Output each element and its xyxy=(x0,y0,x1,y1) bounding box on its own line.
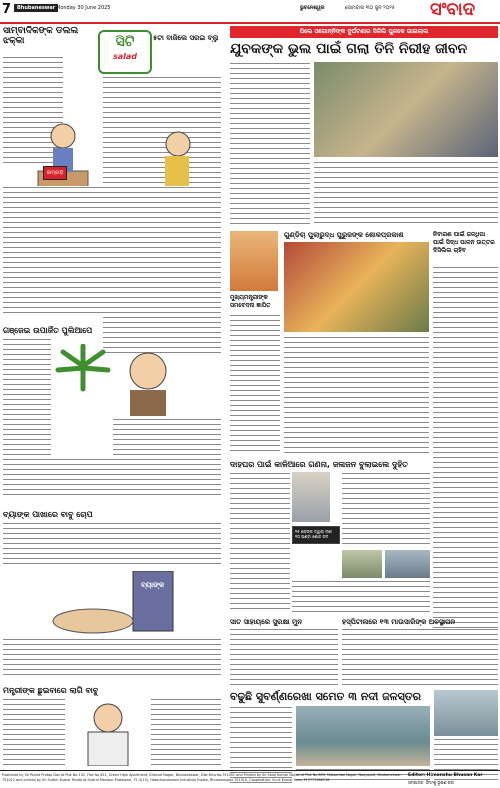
text-block xyxy=(113,418,221,458)
text-block xyxy=(284,336,429,456)
stat-box xyxy=(292,526,340,544)
minister-cartoon-icon xyxy=(68,698,148,766)
street-photo xyxy=(342,550,382,578)
text-block xyxy=(3,338,51,458)
text-block xyxy=(342,472,430,548)
school-title: ସାତ ସାହାୟରେ ସୁରକ୍ଷା ମୁନ xyxy=(230,618,303,626)
text-block xyxy=(3,698,65,766)
cm-label: ମୁଖ୍ୟମନ୍ତ୍ରୀଙ୍କ ସମବେଦନା ଜ୍ଞାପିତ xyxy=(230,294,271,309)
gundicha-title: ଗୁଣ୍ଡିଚା ପୁଲାରୁଦ୍ଧ ପୁରୁଜଙ୍କ ଶୋକପ୍ରକାଶ xyxy=(284,231,404,239)
text-block xyxy=(3,186,221,316)
text-block xyxy=(342,628,498,686)
footer xyxy=(0,770,500,788)
street-photo-2 xyxy=(385,550,430,578)
leaf-illustration xyxy=(53,344,113,394)
text-block xyxy=(230,628,338,686)
signboard: ଜାମ୍ବାଡ଼ି xyxy=(43,166,67,180)
siti-salad-logo xyxy=(98,30,152,74)
bank-title: ବ୍ୟାଙ୍କ ପାଖାରେ ବାବୁ ଚୋପ xyxy=(3,510,93,519)
river-headline: ବଢୁଛି ସୁବର୍ଣ୍ଣରେଖା ସମେତ ୩ ନଦୀ ଜଳସ୍ତର xyxy=(230,690,421,703)
banner-strip xyxy=(230,26,498,38)
officer-cartoon xyxy=(118,346,178,416)
hospital-title: ହସ୍ପିଟାଲରେ ୧୩ ମାଉସାରିଙ୍କ ଅବସ୍ଥାପନ xyxy=(342,618,456,626)
text-block xyxy=(3,458,221,498)
river-photo-2 xyxy=(434,690,498,736)
header-section-odia: ଭୁବନେଶ୍ୱର xyxy=(300,5,325,11)
masthead-logo: ସଂବାଦ xyxy=(430,0,476,20)
footer-imprint: Published by Sri Rudra Pratap Das at Plot No 132, Flat No 821, Green High Apartment, Kharvel Nagar, Bhubaneswar, Dist-Khurda-751001 and Printed by Sri Saroj Kumar Nayak of Plot No 895, Nilasamba Nagar, Naayapali, Bhubaneswar-751012 and printed by Sri Sudhir Kumar Panda at Hybrid Manipur-Pratatone, 75-3(13), Hatachandamani Industrial Estate, Bhubaneswar-751010, Cooperation: Sunil Kumar Hota, M 9777466716 xyxy=(2,773,402,782)
section-label: Bhubaneswar xyxy=(14,4,58,12)
left-column xyxy=(3,26,223,766)
text-block xyxy=(3,638,221,678)
text-block xyxy=(151,698,221,766)
accident-photo xyxy=(314,62,498,157)
column-head: ୫ଟା ବାଜିଲେ ସରଇ ବ୍ଲୁ xyxy=(153,34,219,42)
siti-title: ସିଟି xyxy=(115,34,135,50)
flood-photo xyxy=(296,706,430,766)
bank-cartoon xyxy=(43,571,193,636)
cannabis-leaf-icon xyxy=(53,344,113,394)
siti-sub: salad xyxy=(112,52,138,61)
text-block xyxy=(314,161,498,227)
header-bar xyxy=(0,0,500,24)
main-headline: ଯୁବକଙ୍କ ଭୁଲ ପାଇଁ ଗଲା ତିନି ନିରୀହ ଜୀବନ xyxy=(230,41,468,57)
officer-face-icon xyxy=(118,346,178,416)
side-title: ନିବାରଣ ପାଇଁ ଜଳଧିପା ପାଇଁ ସିଦ୍ଧ ପାଳନ ଉତ୍ତର ଦିସିଲିଲ ଚାହିବ xyxy=(433,231,495,254)
cm-photo xyxy=(230,231,278,291)
text-block xyxy=(292,580,430,612)
box-title: ସାମ୍ବାଦିକଙ୍କ ଡଲଲ ଝକ୍କା xyxy=(3,26,79,46)
minister-title: ମନ୍ତ୍ରୀଙ୍କ ଛୁଇବାରେ ଲାଗି ବାବୁ xyxy=(3,686,99,695)
stat-box-text: ୧୫ ଶବଙ୍କ ଦ୍ୱାରା ଲାଶ ୧୦ ଘଣ୍ଟା ଶୋକ ଜଳ xyxy=(295,529,332,539)
ganja-title: ଗଞ୍ଜେଇ ଉପାର୍ଜିତ ପୁଲିଆପେ xyxy=(3,326,93,335)
text-block xyxy=(230,62,310,227)
text-block xyxy=(3,522,221,566)
text-block xyxy=(230,472,290,612)
footer-editor: Editor: Himanshu Bhusan Kar xyxy=(408,773,483,778)
text-block xyxy=(230,314,280,454)
main-story xyxy=(230,26,498,766)
crowd-photo xyxy=(284,242,429,332)
journalist-cartoon-icon xyxy=(28,116,103,196)
banner-text: ପିଲେ ଓଗୋନ୍ନିଙ୍କ ଦୁର୍ଘଟଣାର ସିଳିଲି ପୁଳକେ ଭାଇଲାଲ xyxy=(299,28,429,35)
text-block xyxy=(433,266,498,646)
dahaghar-title: ଦାହଘର ପାଇଁ କାଳିଆରେ ଗଣନା, ଜଳାଜନ ବୁଲାଇଲେ ଦୁହିତ xyxy=(230,460,408,469)
minister-cartoon xyxy=(68,698,148,766)
hospital-photo xyxy=(292,472,330,522)
header-date: Monday 30 June 2025 xyxy=(56,5,111,11)
footer-editor-odia: ସମ୍ପାଦକ: ହିମାଂଶୁ ଭୂଷଣ କର xyxy=(408,780,454,785)
cartoon-illustration xyxy=(28,116,103,196)
header-date-odia: ସୋମବାର ୩୦ ଜୁନ ୨୦୨୫ xyxy=(345,5,395,11)
bank-door-icon xyxy=(43,571,193,636)
page-number: 7 xyxy=(2,2,12,17)
bank-sign: ବ୍ୟାଙ୍କ xyxy=(141,581,165,589)
